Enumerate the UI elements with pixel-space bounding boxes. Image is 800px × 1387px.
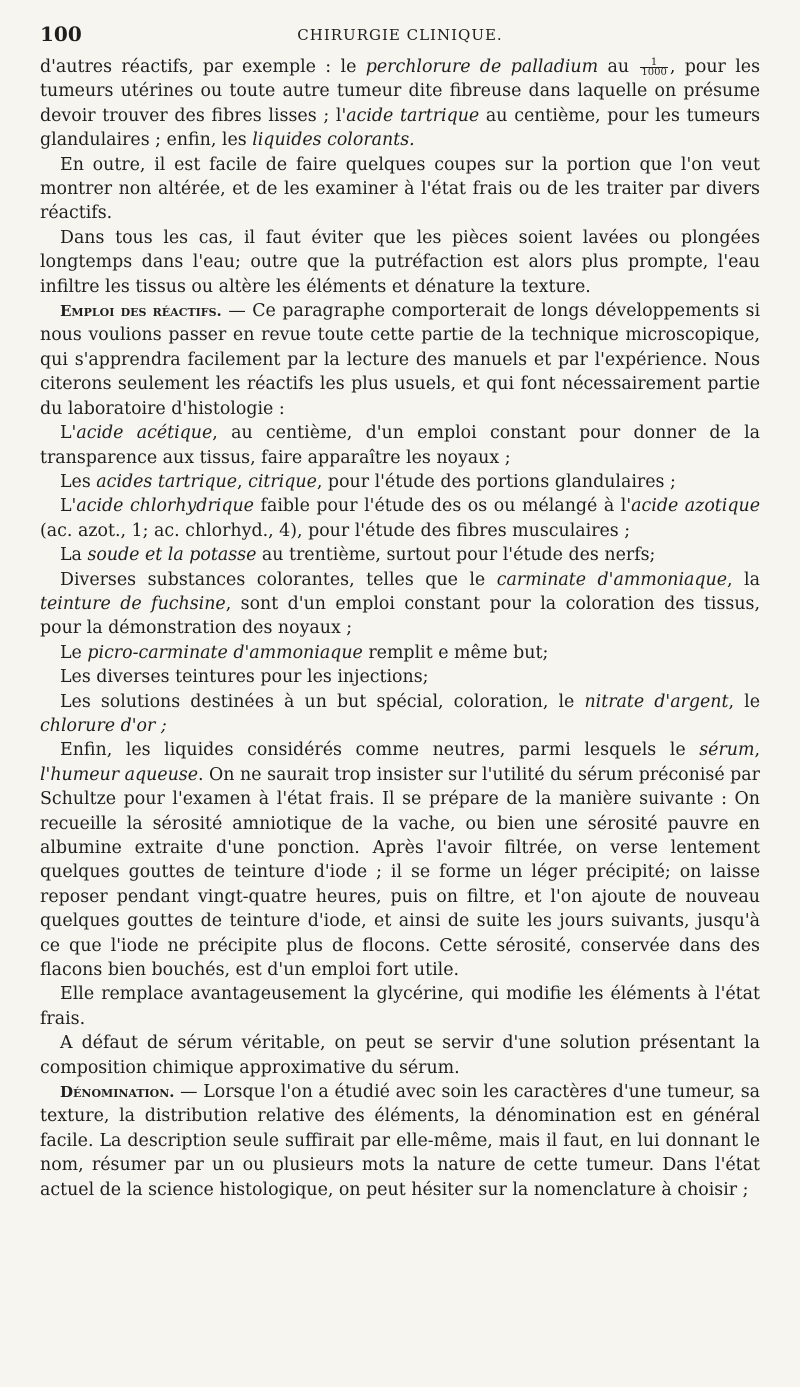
text-run: au centième, pour les tumeurs glandulaires ; enfin, les	[40, 105, 761, 151]
section-paragraph-reactifs	[40, 299, 760, 421]
list-item	[40, 641, 760, 665]
list-item	[40, 568, 760, 641]
text-run-italic: acide acétique	[76, 423, 213, 444]
paragraph: Dans tous les cas, il faut éviter que les pièces soient lavées ou plongées longtemps dans l'eau; outre que la putréfaction est alors plus prompte, l'eau infiltre les tissus ou altère les éléments et dénature la texture.	[40, 227, 760, 297]
text-run: La	[60, 545, 88, 566]
text-run: (ac. azot., 1; ac. chlorhyd., 4), pour l'étude des fibres musculaires ;	[40, 520, 631, 541]
fraction	[640, 58, 667, 77]
text-run-italic: sérum	[699, 740, 755, 761]
text-run: . On ne saurait trop insister sur l'utilité du sérum préconisé par Schultze pour l'examen à l'état frais. Il se prépare de la manière suivante : On recueille la sérosité amniotique de la vache, ou bien une sérosité pauvre en albumine extraite d'une ponction. Après l'avoir filtrée, on verse lentement quelques gouttes de teinture d'iode ; il se forme un léger précipité; on laisse reposer pendant vingt-quatre heures, puis on filtre, et l'on ajoute de nouveau quelques gouttes de teinture d'iode, et ainsi de suite les jours suivants, jusqu'à ce que l'iode ne précipite plus de flocons. Cette sérosité, conservée dans des flacons bien bouchés, est d'un emploi fort utile.	[40, 764, 760, 981]
section-paragraph-denomination	[40, 1080, 760, 1202]
text-run-italic: nitrate d'argent	[584, 691, 729, 712]
text-run: , pour l'étude des portions glandulaires ;	[316, 471, 676, 492]
list-item	[40, 543, 760, 567]
text-run: — Lorsque l'on a étudié avec soin les caractères d'une tumeur, sa texture, la distribution relative des éléments, la dénomination est en général facile. La description seule suffirait par elle-même, mais il faut, en lui donnant le nom, résumer par un ou plusieurs mots la nature de cette tumeur. Dans l'état actuel de la science histologique, on peut hésiter sur la nomenclature à choisir ;	[40, 1082, 760, 1200]
text-run-italic: l'humeur aqueuse	[40, 764, 198, 785]
section-heading: Dénomination.	[60, 1083, 175, 1102]
text-run-italic: perchlorure de palladium	[365, 57, 599, 77]
text-run: remplit e même but;	[362, 642, 549, 663]
text-run: Diverses substances colorantes, telles que le	[60, 569, 497, 590]
list-item	[40, 470, 760, 494]
text-run: au	[598, 57, 639, 77]
list-item	[40, 690, 760, 739]
text-run: , sont d'un emploi constant pour la coloration des tissus, pour la démonstration des noyaux ;	[40, 593, 760, 639]
text-run: , le	[728, 691, 760, 712]
paragraph: A défaut de sérum véritable, on peut se servir d'une solution présentant la composition chimique approximative du sérum.	[40, 1033, 760, 1078]
text-run: Enfin, les liquides considérés comme neutres, parmi lesquels le	[60, 740, 700, 761]
paragraph: En outre, il est facile de faire quelques coupes sur la portion que l'on veut montrer non altérée, et de les examiner à l'état frais ou de les traiter par divers réactifs.	[40, 154, 760, 224]
text-run-italic: acides tartrique	[96, 471, 238, 492]
text-run: d'autres réactifs, par exemple : le	[40, 57, 366, 77]
text-run-italic: picro-carminate d'ammoniaque	[87, 642, 363, 663]
list-item	[40, 494, 760, 543]
page-number: 100	[40, 22, 82, 46]
page-header	[40, 20, 760, 50]
paragraph	[40, 738, 760, 982]
text-run: faible pour l'étude des os ou mélangé à l'	[253, 496, 632, 517]
text-run-italic: liquides colorants.	[252, 130, 415, 151]
text-run-italic: acide azotique	[631, 496, 760, 517]
list-item: Les diverses teintures pour les injections;	[60, 667, 429, 688]
list-item	[40, 421, 760, 470]
text-run: ,	[237, 471, 249, 492]
body-text	[40, 55, 760, 1202]
fraction-denominator: 1000	[641, 67, 667, 78]
text-run: L'	[60, 496, 77, 517]
text-run-italic: citrique	[248, 471, 317, 492]
paragraph: Elle remplace avantageusement la glycérine, qui modifie les éléments à l'état frais.	[40, 984, 760, 1029]
text-run-italic: soude et la potasse	[87, 545, 257, 566]
text-run-italic: teinture de fuchsine	[40, 593, 226, 614]
section-heading: Emploi des réactifs.	[60, 302, 222, 321]
text-run: — Ce paragraphe comporterait de longs développements si nous voulions passer en revue toute cette partie de la technique microscopique, qui s'apprendra facilement par la lecture des manuels et par l'expérience. Nous citerons seulement les réactifs les plus usuels, et qui font nécessairement partie du laboratoire d'histologie :	[40, 301, 761, 419]
text-run: ,	[754, 740, 760, 761]
text-run: Les	[60, 471, 97, 492]
paragraph-continuation	[40, 55, 760, 153]
text-run: , la	[727, 569, 760, 590]
text-run: Le	[60, 642, 88, 663]
text-run: L'	[60, 423, 77, 444]
running-title: CHIRURGIE CLINIQUE.	[297, 26, 503, 44]
text-run: au trentième, surtout pour l'étude des nerfs;	[256, 545, 656, 566]
text-run-italic: chlorure d'or ;	[40, 715, 167, 736]
text-run: Les solutions destinées à un but spécial, coloration, le	[60, 691, 585, 712]
text-run: , au centième, d'un emploi constant pour donner de la transparence aux tissus, faire apparaître les noyaux ;	[40, 423, 761, 468]
fraction-numerator: 1	[640, 58, 667, 68]
text-run-italic: carminate d'ammoniaque	[496, 569, 728, 590]
text-run-italic: acide tartrique	[346, 105, 480, 126]
text-run-italic: acide chlorhydrique	[76, 496, 254, 517]
text-run: , pour les tumeurs utérines ou toute autre tumeur dite fibreuse dans laquelle on présume devoir trouver des fibres lisses ; l'	[40, 57, 760, 126]
